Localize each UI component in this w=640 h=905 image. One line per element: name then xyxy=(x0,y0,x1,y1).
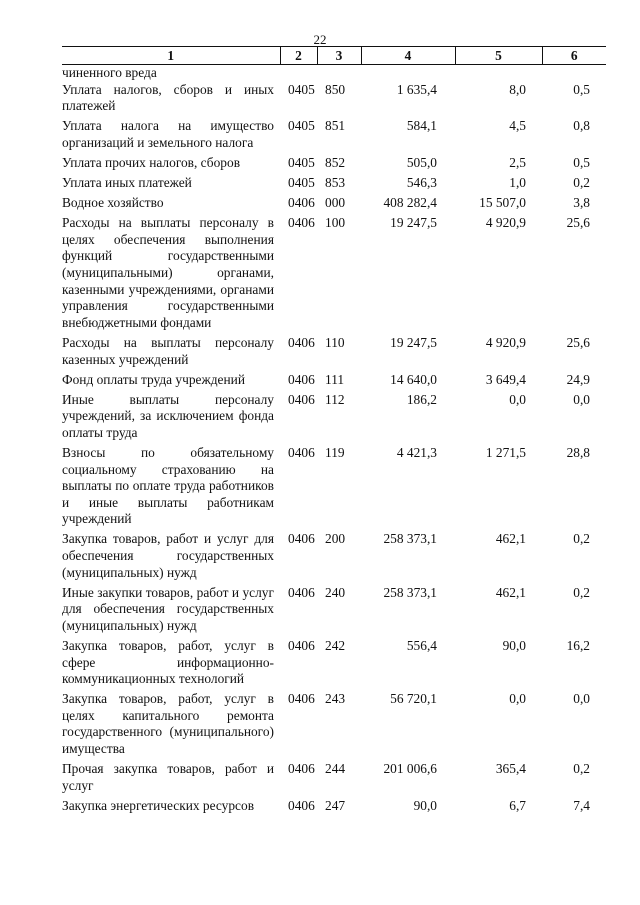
row-percent: 0,0 xyxy=(573,391,590,407)
row-section: 0406 xyxy=(288,797,315,813)
row-name: Закупка товаров, работ и услуг для обеспечения государственных (муниципальных) нужд xyxy=(62,531,274,580)
row-section: 0406 xyxy=(288,334,315,350)
row-name: Расходы на выплаты персоналу казенных учреждений xyxy=(62,334,274,367)
row-percent: 3,8 xyxy=(573,195,590,211)
row-section: 0406 xyxy=(288,584,315,600)
row-actual: 462,1 xyxy=(495,584,526,600)
row-section xyxy=(280,65,317,82)
row-percent: 24,9 xyxy=(566,371,590,387)
row-section: 0405 xyxy=(288,118,315,134)
table-row xyxy=(62,175,606,195)
table-row xyxy=(62,82,606,119)
row-actual: 462,1 xyxy=(495,531,526,547)
table-row xyxy=(62,585,606,638)
row-actual: 15 507,0 xyxy=(479,195,526,211)
row-section: 0406 xyxy=(288,444,315,460)
table-row xyxy=(62,638,606,691)
row-actual: 90,0 xyxy=(502,638,526,653)
row-name: Иные выплаты персоналу учреждений, за исключением фонда оплаты труда xyxy=(62,391,274,440)
row-expense-type: 119 xyxy=(325,444,345,460)
table-row xyxy=(62,335,606,372)
row-actual: 0,0 xyxy=(509,691,526,707)
row-expense-type: 100 xyxy=(325,215,346,231)
row-percent: 0,0 xyxy=(573,691,590,707)
table-row xyxy=(62,65,606,82)
table-header xyxy=(62,47,606,65)
row-expense-type: 112 xyxy=(325,391,345,407)
row-expense-type: 111 xyxy=(325,371,345,387)
row-plan: 556,4 xyxy=(406,638,437,653)
row-name: Фонд оплаты труда учреждений xyxy=(62,371,246,387)
header-col-5: 5 xyxy=(455,47,542,65)
row-expense-type: 244 xyxy=(325,761,346,777)
row-section: 0406 xyxy=(288,638,315,653)
row-actual: 2,5 xyxy=(509,154,526,170)
row-plan: 546,3 xyxy=(406,175,437,191)
row-plan xyxy=(361,65,455,82)
table-row xyxy=(62,215,606,335)
row-expense-type: 852 xyxy=(325,154,346,170)
row-plan: 258 373,1 xyxy=(383,584,437,600)
row-name: Уплата иных платежей xyxy=(62,175,192,191)
row-section: 0406 xyxy=(288,531,315,547)
header-col-1: 1 xyxy=(62,47,280,65)
row-expense-type: 200 xyxy=(325,531,346,547)
row-percent: 0,2 xyxy=(573,175,590,191)
row-actual: 1 271,5 xyxy=(485,444,526,460)
budget-table xyxy=(62,46,606,818)
row-expense-type: 247 xyxy=(325,797,346,813)
row-percent: 0,5 xyxy=(573,81,590,97)
row-name: Закупка энергетических ресурсов xyxy=(62,797,255,813)
row-plan: 19 247,5 xyxy=(390,334,437,350)
row-percent: 25,6 xyxy=(566,215,590,231)
row-name: Прочая закупка товаров, работ и услуг xyxy=(62,761,274,793)
row-expense-type: 000 xyxy=(325,195,346,211)
header-col-3: 3 xyxy=(317,47,361,65)
row-name: Уплата налогов, сборов и иных платежей xyxy=(62,81,274,114)
row-actual: 0,0 xyxy=(509,391,526,407)
row-plan: 201 006,6 xyxy=(383,761,437,777)
row-section: 0406 xyxy=(288,691,315,707)
row-expense-type: 242 xyxy=(325,638,346,653)
row-percent xyxy=(542,65,606,82)
row-percent: 0,5 xyxy=(573,154,590,170)
row-expense-type: 240 xyxy=(325,584,346,600)
row-name: Уплата налога на имущество организаций и земельного налога xyxy=(62,118,274,150)
row-percent: 0,8 xyxy=(573,118,590,134)
row-plan: 186,2 xyxy=(406,391,437,407)
row-section: 0405 xyxy=(288,81,315,97)
row-name: Уплата прочих налогов, сборов xyxy=(62,154,241,170)
table-row xyxy=(62,195,606,215)
row-actual: 365,4 xyxy=(495,761,526,777)
table-row xyxy=(62,372,606,392)
row-percent: 16,2 xyxy=(566,638,590,653)
row-section: 0405 xyxy=(288,175,315,191)
row-name: чиненного вреда xyxy=(62,65,157,80)
row-actual: 3 649,4 xyxy=(485,371,526,387)
row-expense-type: 243 xyxy=(325,691,346,707)
row-expense-type: 850 xyxy=(325,81,346,97)
row-section: 0405 xyxy=(288,154,315,170)
row-name: Взносы по обязательному социальному страхованию на выплаты по оплате труда работников и иные выплаты работникам учреждений xyxy=(62,444,274,527)
row-name: Закупка товаров, работ, услуг в сфере информационно-коммуникационных технологий xyxy=(62,638,274,687)
header-col-6: 6 xyxy=(542,47,606,65)
table-row xyxy=(62,118,606,155)
row-plan: 19 247,5 xyxy=(390,215,437,231)
row-expense-type: 853 xyxy=(325,175,346,191)
row-expense-type: 110 xyxy=(325,334,345,350)
row-plan: 1 635,4 xyxy=(396,81,437,97)
table-row xyxy=(62,691,606,761)
row-section: 0406 xyxy=(288,215,315,231)
row-expense-type: 851 xyxy=(325,118,346,134)
row-percent: 25,6 xyxy=(566,334,590,350)
table-body xyxy=(62,65,606,818)
row-plan: 4 421,3 xyxy=(396,444,437,460)
row-name: Водное хозяйство xyxy=(62,195,164,211)
row-plan: 584,1 xyxy=(406,118,437,134)
header-col-4: 4 xyxy=(361,47,455,65)
row-actual xyxy=(455,65,542,82)
row-percent: 28,8 xyxy=(566,444,590,460)
table-row xyxy=(62,798,606,818)
row-name: Расходы на выплаты персоналу в целях обеспечения выполнения функций государственными (муниципальными) органами, казенными учреждениями, органами управления государственными внебюджетными фондами xyxy=(62,215,274,330)
row-plan: 14 640,0 xyxy=(390,371,437,387)
row-section: 0406 xyxy=(288,371,315,387)
row-actual: 4,5 xyxy=(509,118,526,134)
table-row xyxy=(62,392,606,445)
row-section: 0406 xyxy=(288,391,315,407)
row-plan: 258 373,1 xyxy=(383,531,437,547)
row-expense-type xyxy=(317,65,361,82)
row-actual: 4 920,9 xyxy=(485,215,526,231)
row-plan: 56 720,1 xyxy=(390,691,437,707)
table-row xyxy=(62,155,606,175)
table-row xyxy=(62,445,606,531)
row-plan: 505,0 xyxy=(406,154,437,170)
row-plan: 408 282,4 xyxy=(383,195,437,211)
page-number: 22 xyxy=(313,32,327,47)
row-plan: 90,0 xyxy=(413,797,437,813)
row-actual: 1,0 xyxy=(509,175,526,191)
row-section: 0406 xyxy=(288,761,315,777)
header-col-2: 2 xyxy=(280,47,317,65)
row-section: 0406 xyxy=(288,195,315,211)
row-percent: 7,4 xyxy=(573,797,590,813)
row-actual: 6,7 xyxy=(509,797,526,813)
row-actual: 4 920,9 xyxy=(485,334,526,350)
row-percent: 0,2 xyxy=(573,584,590,600)
row-name: Закупка товаров, работ, услуг в целях капитального ремонта государственного (муниципального) имущества xyxy=(62,691,274,757)
row-percent: 0,2 xyxy=(573,761,590,777)
row-percent: 0,2 xyxy=(573,531,590,547)
table-row xyxy=(62,531,606,584)
row-actual: 8,0 xyxy=(509,81,526,97)
row-name: Иные закупки товаров, работ и услуг для обеспечения государственных (муниципальных) нужд xyxy=(62,584,274,633)
table-row xyxy=(62,761,606,798)
